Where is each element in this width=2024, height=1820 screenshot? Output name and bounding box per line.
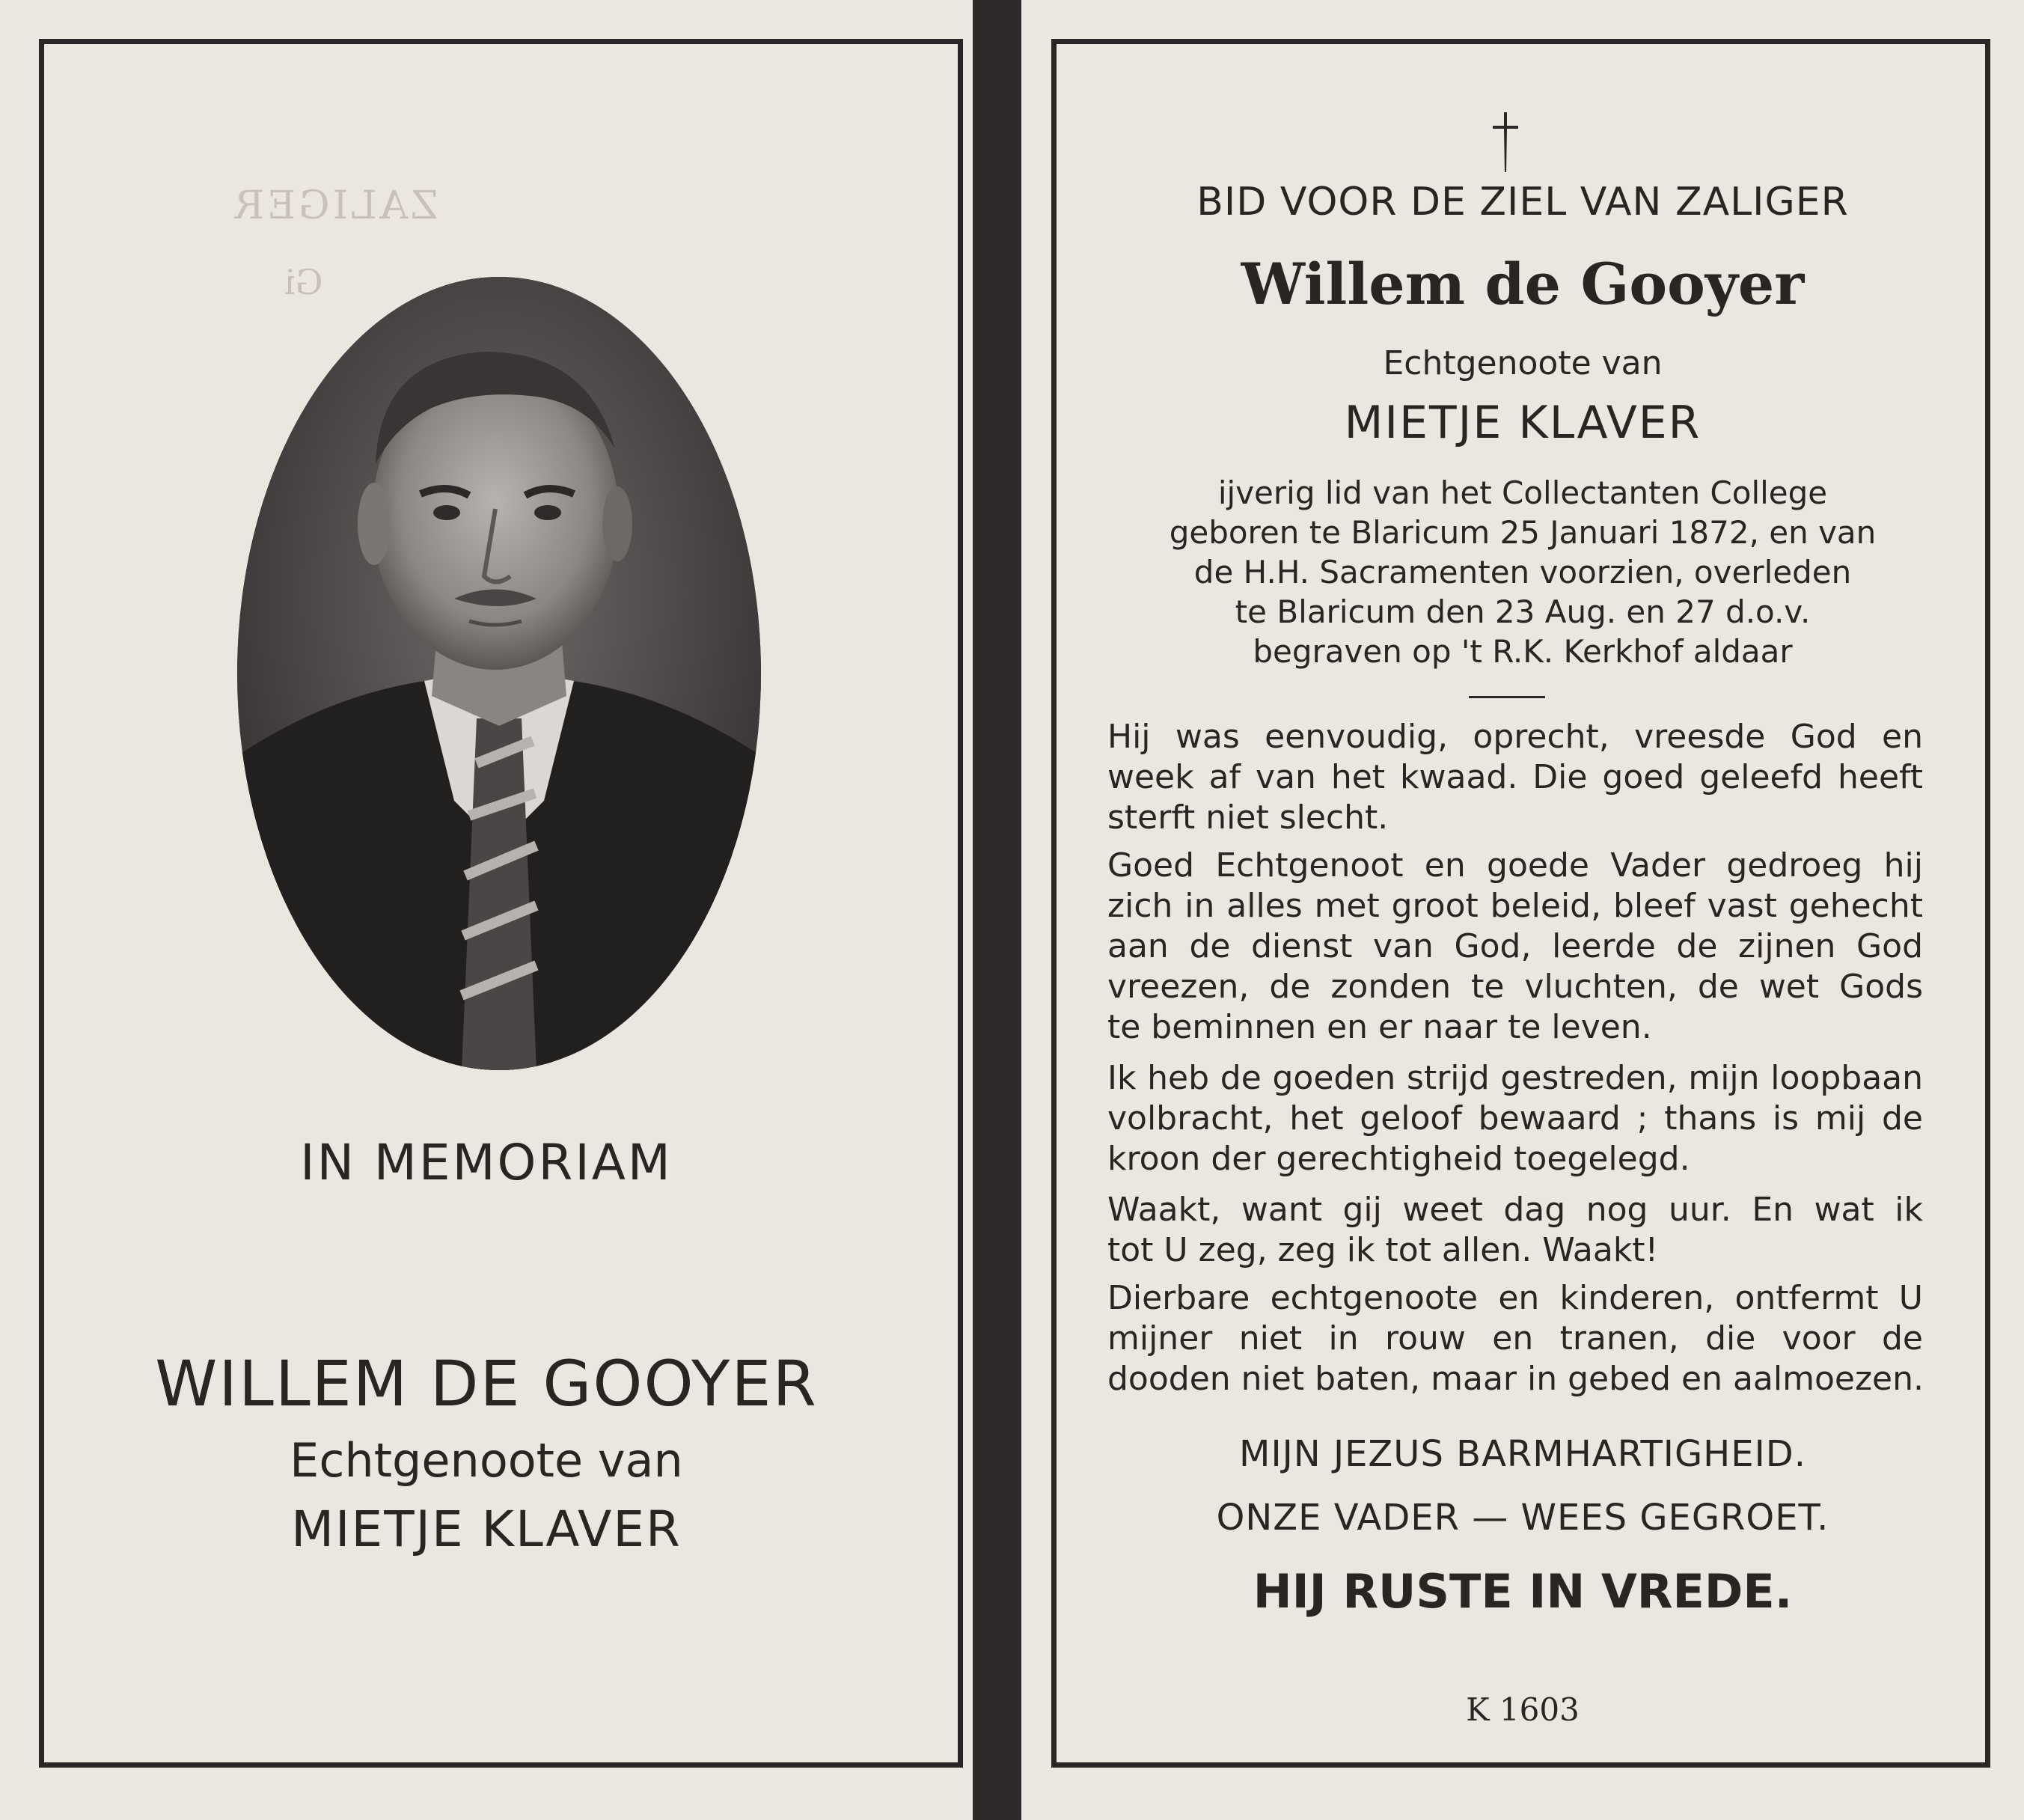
verse-line: Ik heb de goeden strijd gestreden, mijn loopbaan: [1107, 1059, 1923, 1097]
portrait-photo: [237, 277, 761, 1070]
prayer-heading: BID VOOR DE ZIEL VAN ZALIGER: [1196, 180, 1849, 225]
verse-line: volbracht, het geloof bewaard ; thans is mij de: [1107, 1099, 1923, 1138]
verse-line: Dierbare echtgenoote en kinderen, ontfermt U: [1107, 1279, 1923, 1317]
spouse-name: MIETJE KLAVER: [291, 1500, 682, 1558]
bio-line: begraven op 't R.K. Kerkhof aldaar: [1253, 633, 1793, 670]
verse-line: sterft niet slecht.: [1107, 798, 1389, 837]
memorial-card-back: [1021, 0, 2024, 1820]
verse-line: Waakt, want gij weet dag nog uur. En wat ik: [1107, 1191, 1923, 1229]
divider: [1469, 696, 1545, 698]
prayer-request: ONZE VADER — WEES GEGROET.: [1216, 1497, 1829, 1539]
verse-line: mijner niet in rouw en tranen, die voor de: [1107, 1319, 1923, 1358]
verse-line: dooden niet baten, maar in gebed en aalmoezen.: [1107, 1360, 1924, 1398]
bleed-through-mark: Gi: [284, 262, 323, 302]
verse-paragraph: [1107, 1058, 1923, 1179]
verse-paragraph: [1107, 1190, 1923, 1271]
verse-line: te beminnen en er naar te leven.: [1107, 1008, 1652, 1046]
bio-line: geboren te Blaricum 25 Januari 1872, en van: [1169, 514, 1877, 551]
verse-line: zich in alles met groot beleid, bleef vast gehecht: [1107, 887, 1923, 925]
verse-line: Hij was eenvoudig, oprecht, vreesde God en: [1107, 718, 1923, 756]
rest-in-peace: HIJ RUSTE IN VREDE.: [1253, 1564, 1793, 1619]
deceased-name: WILLEM DE GOOYER: [155, 1347, 818, 1420]
verse-line: kroon der gerechtigheid toegelegd.: [1107, 1140, 1690, 1178]
spouse-label: Echtgenoote van: [290, 1433, 683, 1488]
biography: [1021, 473, 2024, 671]
invocation: MIJN JEZUS BARMHARTIGHEID.: [1239, 1433, 1806, 1475]
verse-line: Goed Echtgenoot en goede Vader gedroeg hij: [1107, 846, 1923, 885]
verse-line: vreezen, de zonden te vluchten, de wet Gods: [1107, 968, 1923, 1006]
memorial-card-front: [0, 0, 973, 1820]
deceased-name: Willem de Gooyer: [1241, 251, 1805, 317]
verse-paragraph: [1107, 1278, 1923, 1399]
spouse-label: Echtgenoote van: [1383, 344, 1663, 382]
spouse-name: MIETJE KLAVER: [1344, 397, 1702, 449]
verse-line: week af van het kwaad. Die goed geleefd heeft: [1107, 758, 1923, 796]
in-memoriam-heading: IN MEMORIAM: [300, 1134, 673, 1191]
verse-paragraph: [1107, 846, 1923, 1048]
bio-line: te Blaricum den 23 Aug. en 27 d.o.v.: [1235, 593, 1811, 630]
bleed-through-mark: ZALIGER: [232, 183, 438, 228]
print-code: K 1603: [1466, 1691, 1580, 1728]
bio-line: de H.H. Sacramenten voorzien, overleden: [1193, 554, 1852, 590]
verse-line: aan de dienst van God, leerde de zijnen God: [1107, 927, 1923, 965]
bio-line: ijverig lid van het Collectanten College: [1217, 474, 1828, 511]
verse-line: tot U zeg, zeg ik tot allen. Waakt!: [1107, 1231, 1659, 1269]
verse-paragraph: [1107, 717, 1923, 838]
cross-icon: [1493, 112, 1518, 172]
